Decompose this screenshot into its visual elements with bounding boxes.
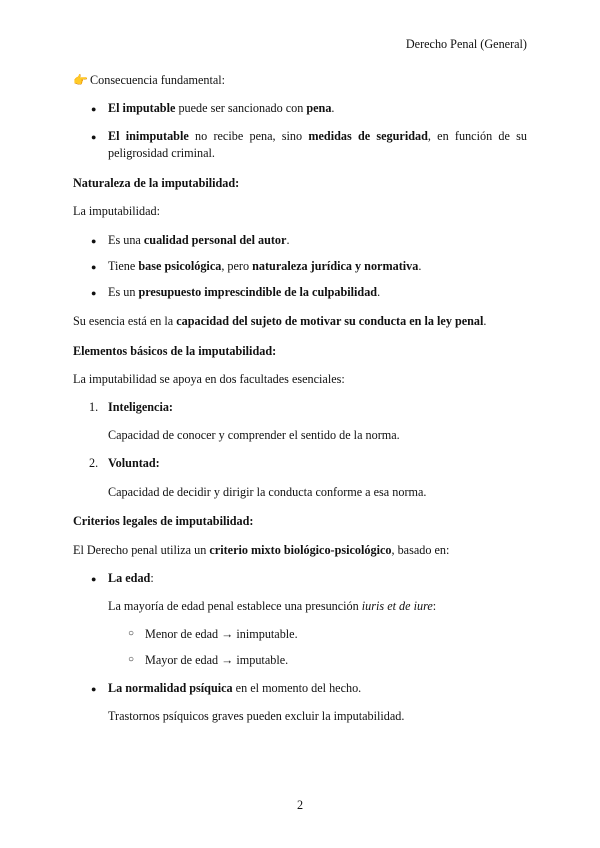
bullet: ● [91, 262, 97, 272]
consequence-intro: 👉 Consecuencia fundamental: [73, 73, 226, 87]
list-item-desc: Capacidad de conocer y comprender el sentido de la norma. [108, 428, 400, 442]
bullet: ● [91, 236, 97, 246]
page-header: Derecho Penal (General) [405, 37, 527, 51]
list-item-desc: Capacidad de decidir y dirigir la conducta conforme a esa norma. [108, 485, 427, 499]
section-heading: Elementos básicos de la imputabilidad: [73, 344, 277, 358]
sub-bullet: ○ [128, 628, 135, 639]
list-item-title: Voluntad: [108, 456, 160, 470]
paragraph: La imputabilidad: [73, 204, 160, 218]
page-number: 2 [296, 798, 304, 812]
list-item: La edad: [108, 571, 154, 585]
list-item: El imputable puede ser sancionado con pena. [108, 101, 335, 115]
bullet: ● [91, 288, 97, 298]
list-number: 2. [89, 456, 99, 470]
bullet: ● [91, 132, 97, 142]
list-item: Es una cualidad personal del autor. [108, 233, 290, 247]
paragraph: El Derecho penal utiliza un criterio mixto biológico-psicológico, basado en: [73, 543, 450, 557]
list-item: Es un presupuesto imprescindible de la culpabilidad. [108, 285, 381, 299]
pointing-hand-icon: 👉 [73, 73, 88, 87]
list-item-title: Inteligencia: [108, 400, 173, 414]
list-item: El inimputable no recibe pena, sino medidas de seguridad, en función de su [108, 129, 528, 143]
list-number: 1. [89, 400, 99, 414]
list-item: Tiene base psicológica, pero naturaleza jurídica y normativa. [108, 259, 422, 273]
list-item-desc: La mayoría de edad penal establece una presunción iuris et de iure: [108, 599, 437, 613]
list-item-desc: Trastornos psíquicos graves pueden excluir la imputabilidad. [108, 709, 405, 723]
paragraph: Su esencia está en la capacidad del sujeto de motivar su conducta en la ley penal. [73, 314, 487, 328]
section-heading: Naturaleza de la imputabilidad: [73, 176, 240, 190]
list-item-continuation: peligrosidad criminal. [108, 146, 215, 160]
bullet: ● [91, 574, 97, 584]
section-heading: Criterios legales de imputabilidad: [73, 514, 254, 528]
paragraph: La imputabilidad se apoya en dos facultades esenciales: [73, 372, 345, 386]
sub-list-item: Menor de edad → inimputable. [145, 627, 298, 641]
sub-list-item: Mayor de edad → imputable. [145, 653, 289, 667]
sub-bullet: ○ [128, 654, 135, 665]
bullet: ● [91, 104, 97, 114]
bullet: ● [91, 684, 97, 694]
list-item: La normalidad psíquica en el momento del hecho. [108, 681, 362, 695]
